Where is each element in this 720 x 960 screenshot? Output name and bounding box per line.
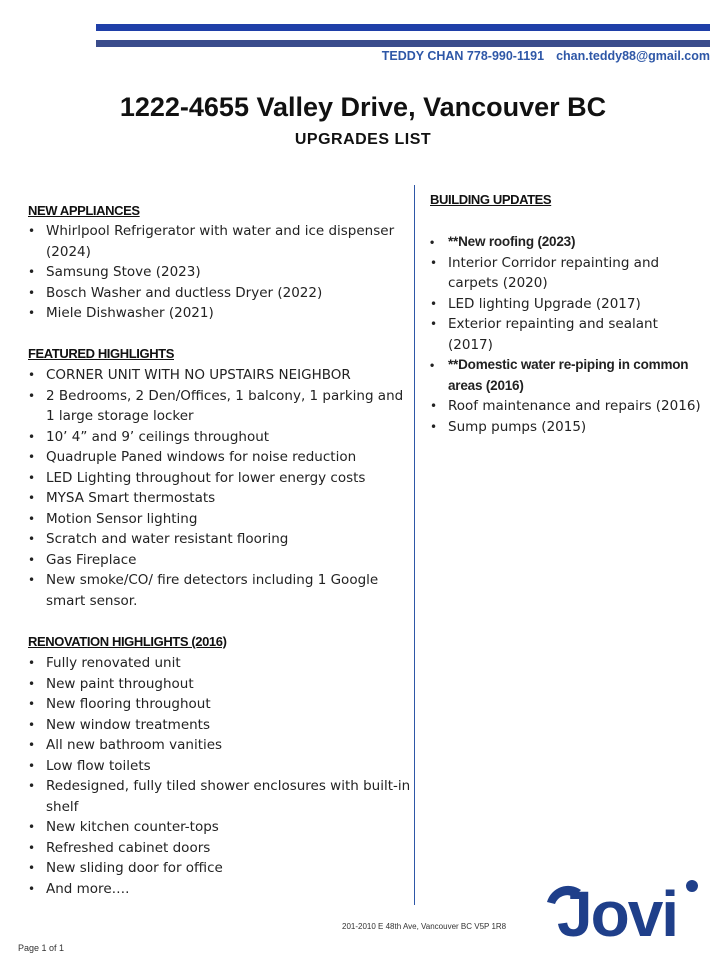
list-item: • Interior Corridor repainting and carpets (2020) [430, 253, 706, 294]
logo-text: Jovi [557, 878, 678, 942]
list-item: • Whirlpool Refrigerator with water and ice dispenser (2024) [28, 221, 412, 262]
list-item: • Roof maintenance and repairs (2016) [430, 396, 706, 417]
column-divider [414, 185, 415, 905]
list-item: • New smoke/CO/ fire detectors including 1 Google smart sensor. [28, 570, 412, 611]
featured-highlights-heading: FEATURED HIGHLIGHTS [28, 346, 174, 361]
new-appliances-list [28, 221, 412, 324]
page-subtitle: UPGRADES LIST [294, 131, 432, 148]
list-item: • Low flow toilets [28, 756, 412, 777]
building-updates-heading: BUILDING UPDATES [430, 192, 552, 207]
footer-address: 201-2010 E 48th Ave, Vancouver BC V5P 1R8 [342, 922, 507, 931]
new-appliances-heading: NEW APPLIANCES [28, 203, 140, 218]
list-item: • New paint throughout [28, 674, 412, 695]
list-item: • Bosch Washer and ductless Dryer (2022) [28, 283, 412, 304]
list-item: • **Domestic water re-piping in common areas (2016) [430, 355, 706, 396]
list-item: • Miele Dishwasher (2021) [28, 303, 412, 324]
list-item: • MYSA Smart thermostats [28, 488, 412, 509]
list-item: • Motion Sensor lighting [28, 509, 412, 530]
list-item: • Sump pumps (2015) [430, 417, 706, 438]
list-item: • New flooring throughout [28, 694, 412, 715]
list-item: • Scratch and water resistant flooring [28, 529, 412, 550]
featured-highlights-list [28, 365, 412, 611]
list-item: • LED lighting Upgrade (2017) [430, 294, 706, 315]
header-bar-bottom [96, 40, 710, 47]
list-item: • LED Lighting throughout for lower energy costs [28, 468, 412, 489]
list-item: • Fully renovated unit [28, 653, 412, 674]
list-item: • 10’ 4” and 9’ ceilings throughout [28, 427, 412, 448]
list-item: • New kitchen counter-tops [28, 817, 412, 838]
contact-email[interactable]: chan.teddy88@gmail.com [556, 49, 710, 63]
list-item: • And more…. [28, 879, 412, 900]
page-number: Page 1 of 1 [18, 943, 65, 953]
list-item: • Samsung Stove (2023) [28, 262, 412, 283]
list-item: • Quadruple Paned windows for noise reduction [28, 447, 412, 468]
contact-name-phone: TEDDY CHAN 778-990-1191 [381, 49, 545, 63]
contact-line [96, 49, 710, 67]
list-item: • Refreshed cabinet doors [28, 838, 412, 859]
list-item: • New window treatments [28, 715, 412, 736]
list-item: • 2 Bedrooms, 2 Den/Offices, 1 balcony, 1 parking and 1 large storage locker [28, 386, 412, 427]
renovation-highlights-heading: RENOVATION HIGHLIGHTS (2016) [28, 634, 227, 649]
header-bar-top [96, 24, 710, 31]
list-item: • **New roofing (2023) [430, 232, 706, 253]
list-item: • CORNER UNIT WITH NO UPSTAIRS NEIGHBOR [28, 365, 412, 386]
logo-dot-icon [686, 880, 698, 892]
list-item: • All new bathroom vanities [28, 735, 412, 756]
page-title: 1222-4655 Valley Drive, Vancouver BC [119, 92, 607, 122]
list-item: • Gas Fireplace [28, 550, 412, 571]
list-item: • Exterior repainting and sealant (2017) [430, 314, 706, 355]
renovation-highlights-list [28, 653, 412, 899]
jovi-logo [543, 878, 711, 942]
list-item: • New sliding door for office [28, 858, 412, 879]
building-updates-list [430, 232, 706, 437]
list-item: • Redesigned, fully tiled shower enclosures with built-in shelf [28, 776, 412, 817]
